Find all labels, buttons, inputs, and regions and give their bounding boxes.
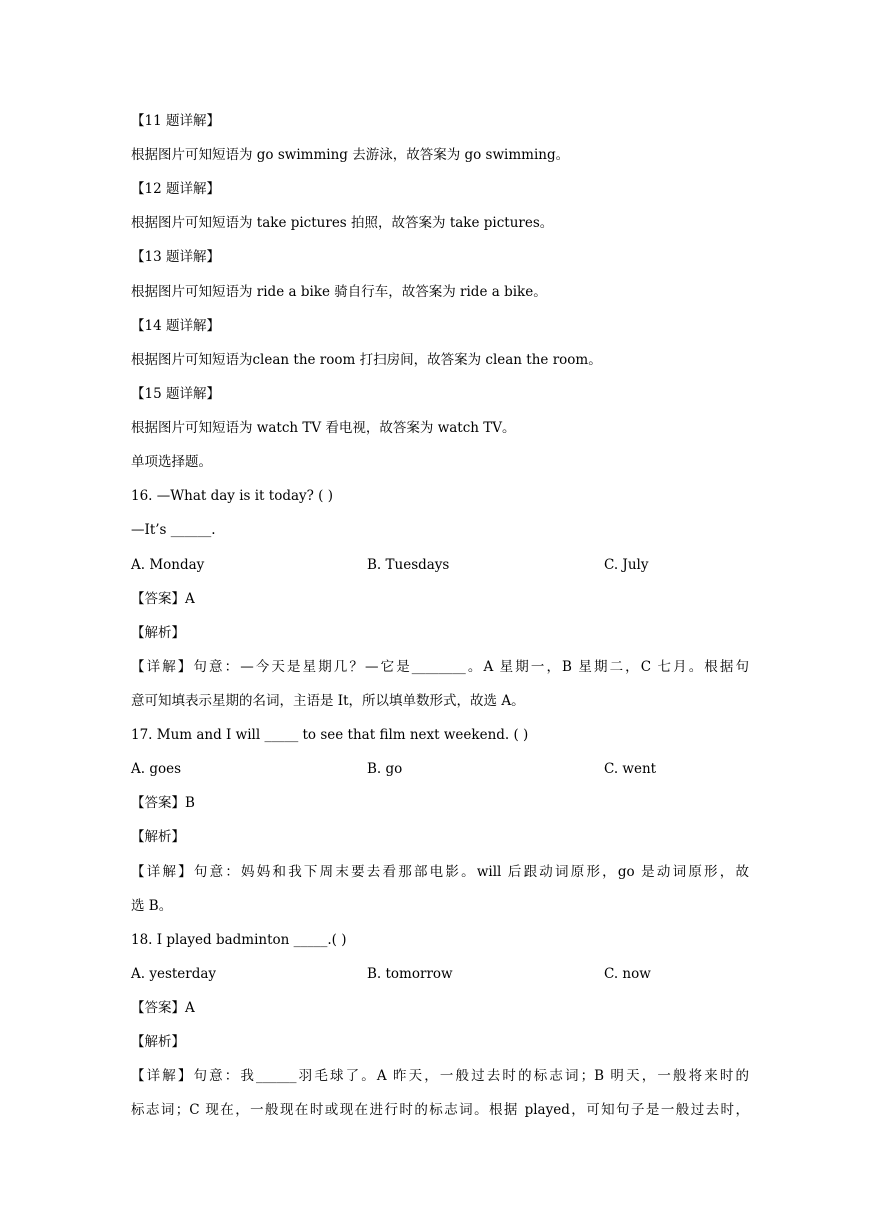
section-header-11: 【11 题详解】 <box>131 113 220 129</box>
question-18-answer: 【答案】A <box>131 1000 195 1016</box>
question-18-analysis: 【解析】 <box>131 1034 185 1050</box>
question-16-detail-line-1: 【详解】句意：—今天是星期几？—它是________。A 星期一，B 星期二，C 七月。根据句 <box>131 659 749 675</box>
option-a: A. Monday <box>131 557 205 573</box>
question-16-detail-line-2: 意可知填表示星期的名词，主语是 It，所以填单数形式，故选 A。 <box>131 693 525 709</box>
question-18-options <box>131 963 749 985</box>
option-c: C. July <box>604 557 649 573</box>
question-16-analysis: 【解析】 <box>131 625 185 641</box>
option-c: C. now <box>604 966 651 982</box>
section-header-13: 【13 题详解】 <box>131 249 220 265</box>
option-b: B. tomorrow <box>367 966 453 982</box>
question-16-stem-reply: —It’s ______. <box>131 522 216 538</box>
section-text-12: 根据图片可知短语为 take pictures 拍照，故答案为 take pictures。 <box>131 215 554 231</box>
question-17-detail-line-2: 选 B。 <box>131 898 173 914</box>
section-text-11: 根据图片可知短语为 go swimming 去游泳，故答案为 go swimming。 <box>131 147 570 163</box>
section-text-15: 根据图片可知短语为 watch TV 看电视，故答案为 watch TV。 <box>131 420 516 436</box>
question-18-detail-line-1: 【详解】句意：我______羽毛球了。A 昨天，一般过去时的标志词；B 明天，一般将来时的 <box>131 1068 749 1084</box>
section-header-15: 【15 题详解】 <box>131 386 220 402</box>
question-17-answer: 【答案】B <box>131 795 195 811</box>
question-17-options <box>131 758 749 780</box>
question-16-options <box>131 554 749 576</box>
section-header-14: 【14 题详解】 <box>131 318 220 334</box>
question-17-stem: 17. Mum and I will _____ to see that film next weekend. ( ) <box>131 727 529 743</box>
option-a: A. goes <box>131 761 182 777</box>
section-text-13: 根据图片可知短语为 ride a bike 骑自行车，故答案为 ride a bike。 <box>131 284 547 300</box>
section-header-12: 【12 题详解】 <box>131 181 220 197</box>
option-c: C. went <box>604 761 657 777</box>
option-b: B. go <box>367 761 403 777</box>
question-17-detail-line-1: 【详解】句意：妈妈和我下周末要去看那部电影。will 后跟动词原形，go 是动词原形，故 <box>131 864 749 880</box>
question-16-answer: 【答案】A <box>131 591 195 607</box>
question-18-detail-line-2: 标志词；C 现在，一般现在时或现在进行时的标志词。根据 played，可知句子是一般过去时， <box>131 1102 749 1118</box>
option-b: B. Tuesdays <box>367 557 450 573</box>
question-16-stem: 16. —What day is it today? ( ) <box>131 488 333 504</box>
section-text-14: 根据图片可知短语为clean the room 打扫房间，故答案为 clean the room。 <box>131 352 602 368</box>
question-17-analysis: 【解析】 <box>131 829 185 845</box>
part-title: 单项选择题。 <box>131 454 212 470</box>
option-a: A. yesterday <box>131 966 217 982</box>
question-18-stem: 18. I played badminton _____.( ) <box>131 932 347 948</box>
